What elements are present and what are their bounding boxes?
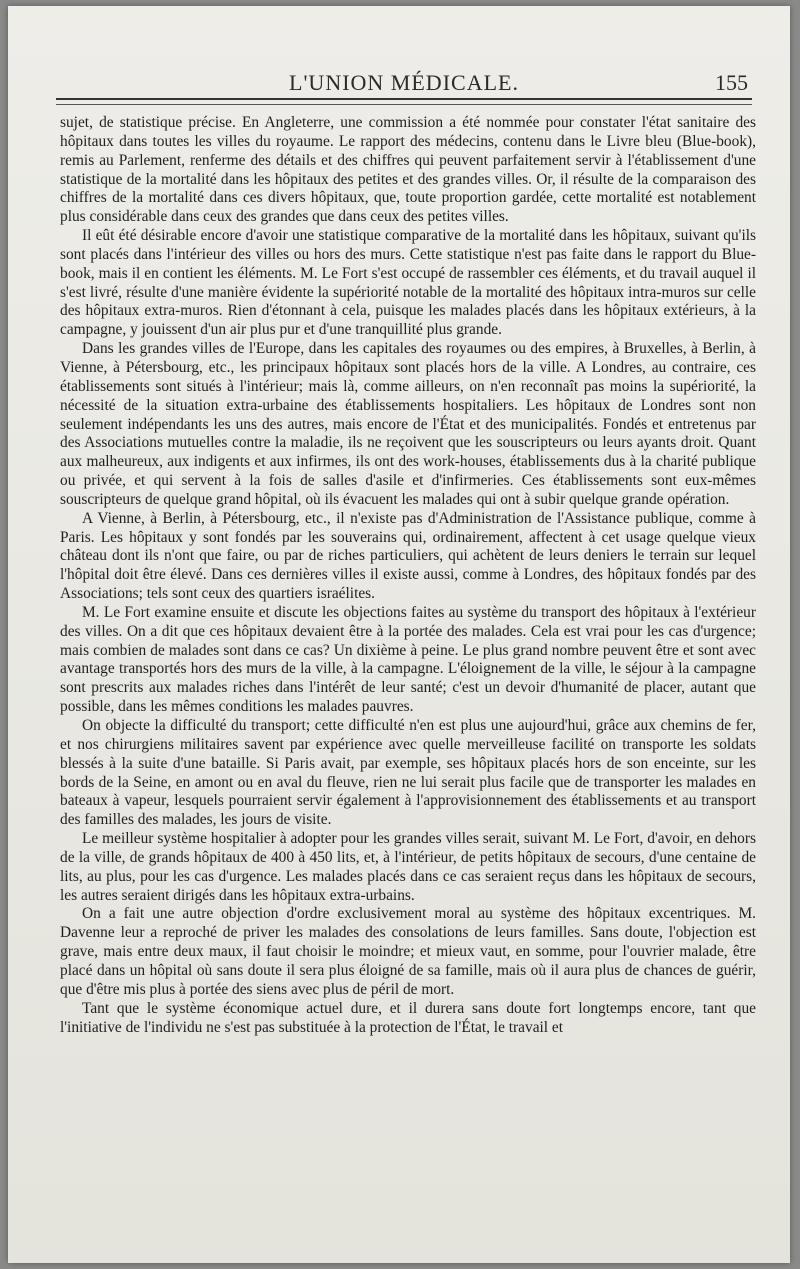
article-body (60, 114, 756, 1243)
paragraph: Dans les grandes villes de l'Europe, dans les capitales des royaumes ou des empires, à Bruxelles, à Berlin, à Vienne, à Pétersbourg, etc., les principaux hôpitaux sont placés hors de la ville. A Londres, au contraire, ces établissements sont situés à l'intérieur; mais là, comme ailleurs, on n'en reconnaît pas moins la supériorité, la nécessité de la situation extra-urbaine des établissements hospitaliers. Les hôpitaux de Londres sont non seulement indépendants les uns des autres, mais encore de l'État et des municipalités. Fondés et entretenus par des Associations mutuelles contre la maladie, ils ne reçoivent que les souscripteurs ou leurs ayants droit. Quant aux malheureux, aux indigents et aux infirmes, ils ont des work-houses, établissements dus à la charité publique ou privée, et qui servent à la fois de salles d'asile et d'infirmeries. Ces établissements sont eux-mêmes souscripteurs de quelque grand hôpital, où ils évacuent les malades qui ont à subir quelque grande opération. (60, 340, 756, 508)
document-page (8, 6, 790, 1263)
running-header (56, 66, 752, 100)
paragraph: On objecte la difficulté du transport; cette difficulté n'en est plus une aujourd'hui, grâce aux chemins de fer, et nos chirurgiens militaires savent par expérience avec quelle merveilleuse facilité on transporte les soldats blessés à la suite d'une bataille. Si Paris avait, par exemple, ses hôpitaux placés hors de son enceinte, sur les bords de la Seine, en amont ou en aval du fleuve, rien ne lui serait plus facile que de transporter les malades en bateaux à vapeur, lesquels pourraient servir également à l'approvisionnement des établissements et au transport des familles des malades, les jours de visite. (60, 717, 756, 829)
paragraph: On a fait une autre objection d'ordre exclusivement moral au système des hôpitaux excentriques. M. Davenne leur a reproché de priver les malades des consolations de leurs familles. Sans doute, l'objection est grave, mais entre deux maux, il faut choisir le moindre; et mieux vaut, en somme, pour l'ouvrier malade, être placé dans un hôpital où sans doute il sera plus éloigné de sa famille, mais où il aura plus de chances de guérir, que d'être mis plus à portée des siens avec plus de péril de mort. (60, 905, 756, 998)
journal-title: L'UNION MÉDICALE. (289, 70, 519, 95)
header-rule (56, 104, 752, 105)
paragraph: A Vienne, à Berlin, à Pétersbourg, etc., il n'existe pas d'Administration de l'Assistance publique, comme à Paris. Les hôpitaux y sont fondés par les souverains qui, ordinairement, affectent à cet usage quelque vieux château dont ils n'ont que faire, ou par de riches particuliers, qui achètent de leurs deniers le terrain sur lequel l'hôpital doit être élevé. Dans ces dernières villes il existe aussi, comme à Londres, des hôpitaux fondés par des Associations; tels sont ceux des quartiers israélites. (60, 509, 756, 603)
paragraph: M. Le Fort examine ensuite et discute les objections faites au système du transport des hôpitaux à l'extérieur des villes. On a dit que ces hôpitaux devaient être à la portée des malades. Cela est vrai pour les cas d'urgence; mais combien de malades sont dans ce cas? Un dixième à peine. Le plus grand nombre peuvent être et sont avec avantage transportés hors des murs de la ville, à la campagne. L'éloignement de la ville, le séjour à la campagne sont prescrits aux malades riches dans l'intérêt de leur santé; c'est un devoir d'humanité de placer, autant que possible, dans les mêmes conditions les malades pauvres. (60, 603, 756, 716)
paragraph: sujet, de statistique précise. En Angleterre, une commission a été nommée pour constater l'état sanitaire des hôpitaux dans toutes les villes du royaume. Le rapport des médecins, contenu dans le Livre bleu (Blue-book), remis au Parlement, renferme des détails et des chiffres qui peuvent parfaitement servir à l'établissement d'une statistique de la mortalité dans les hôpitaux des petites et des grandes villes. Or, il résulte de la comparaison des chiffres de la mortalité dans ces divers hôpitaux, que, toute proportion gardée, cette mortalité est notablement plus considérable dans ceux des grandes que dans ceux des petites villes. (60, 114, 756, 226)
paragraph: Le meilleur système hospitalier à adopter pour les grandes villes serait, suivant M. Le Fort, d'avoir, en dehors de la ville, de grands hôpitaux de 400 à 450 lits, et, à l'intérieur, de petits hôpitaux de secours, d'une centaine de lits, au plus, pour les cas d'urgence. Les malades placés dans ce cas seraient reçus dans les hôpitaux de secours, les autres seraient dirigés dans les hôpitaux extra-urbains. (60, 830, 756, 904)
paragraph: Tant que le système économique actuel dure, et il durera sans doute fort longtemps encore, tant que l'initiative de l'individu ne s'est pas substituée à la protection de l'État, le travail et (60, 999, 756, 1036)
page-number: 155 (715, 70, 748, 95)
paragraph: Il eût été désirable encore d'avoir une statistique comparative de la mortalité dans les hôpitaux, suivant qu'ils sont placés dans l'intérieur des villes ou hors des murs. Cette statistique n'est pas faite dans le rapport du Blue-book, mais il en contient les éléments. M. Le Fort s'est occupé de rassembler ces éléments, et du travail auquel il s'est livré, résulte d'une manière évidente la supériorité notable de la mortalité des hôpitaux intra-muros sur celle des hôpitaux extra-muros. Rien d'étonnant à cela, puisque les malades placés dans les hôpitaux extérieurs, à la campagne, y jouissent d'un air plus pur et d'une tranquillité plus grande. (60, 227, 756, 339)
